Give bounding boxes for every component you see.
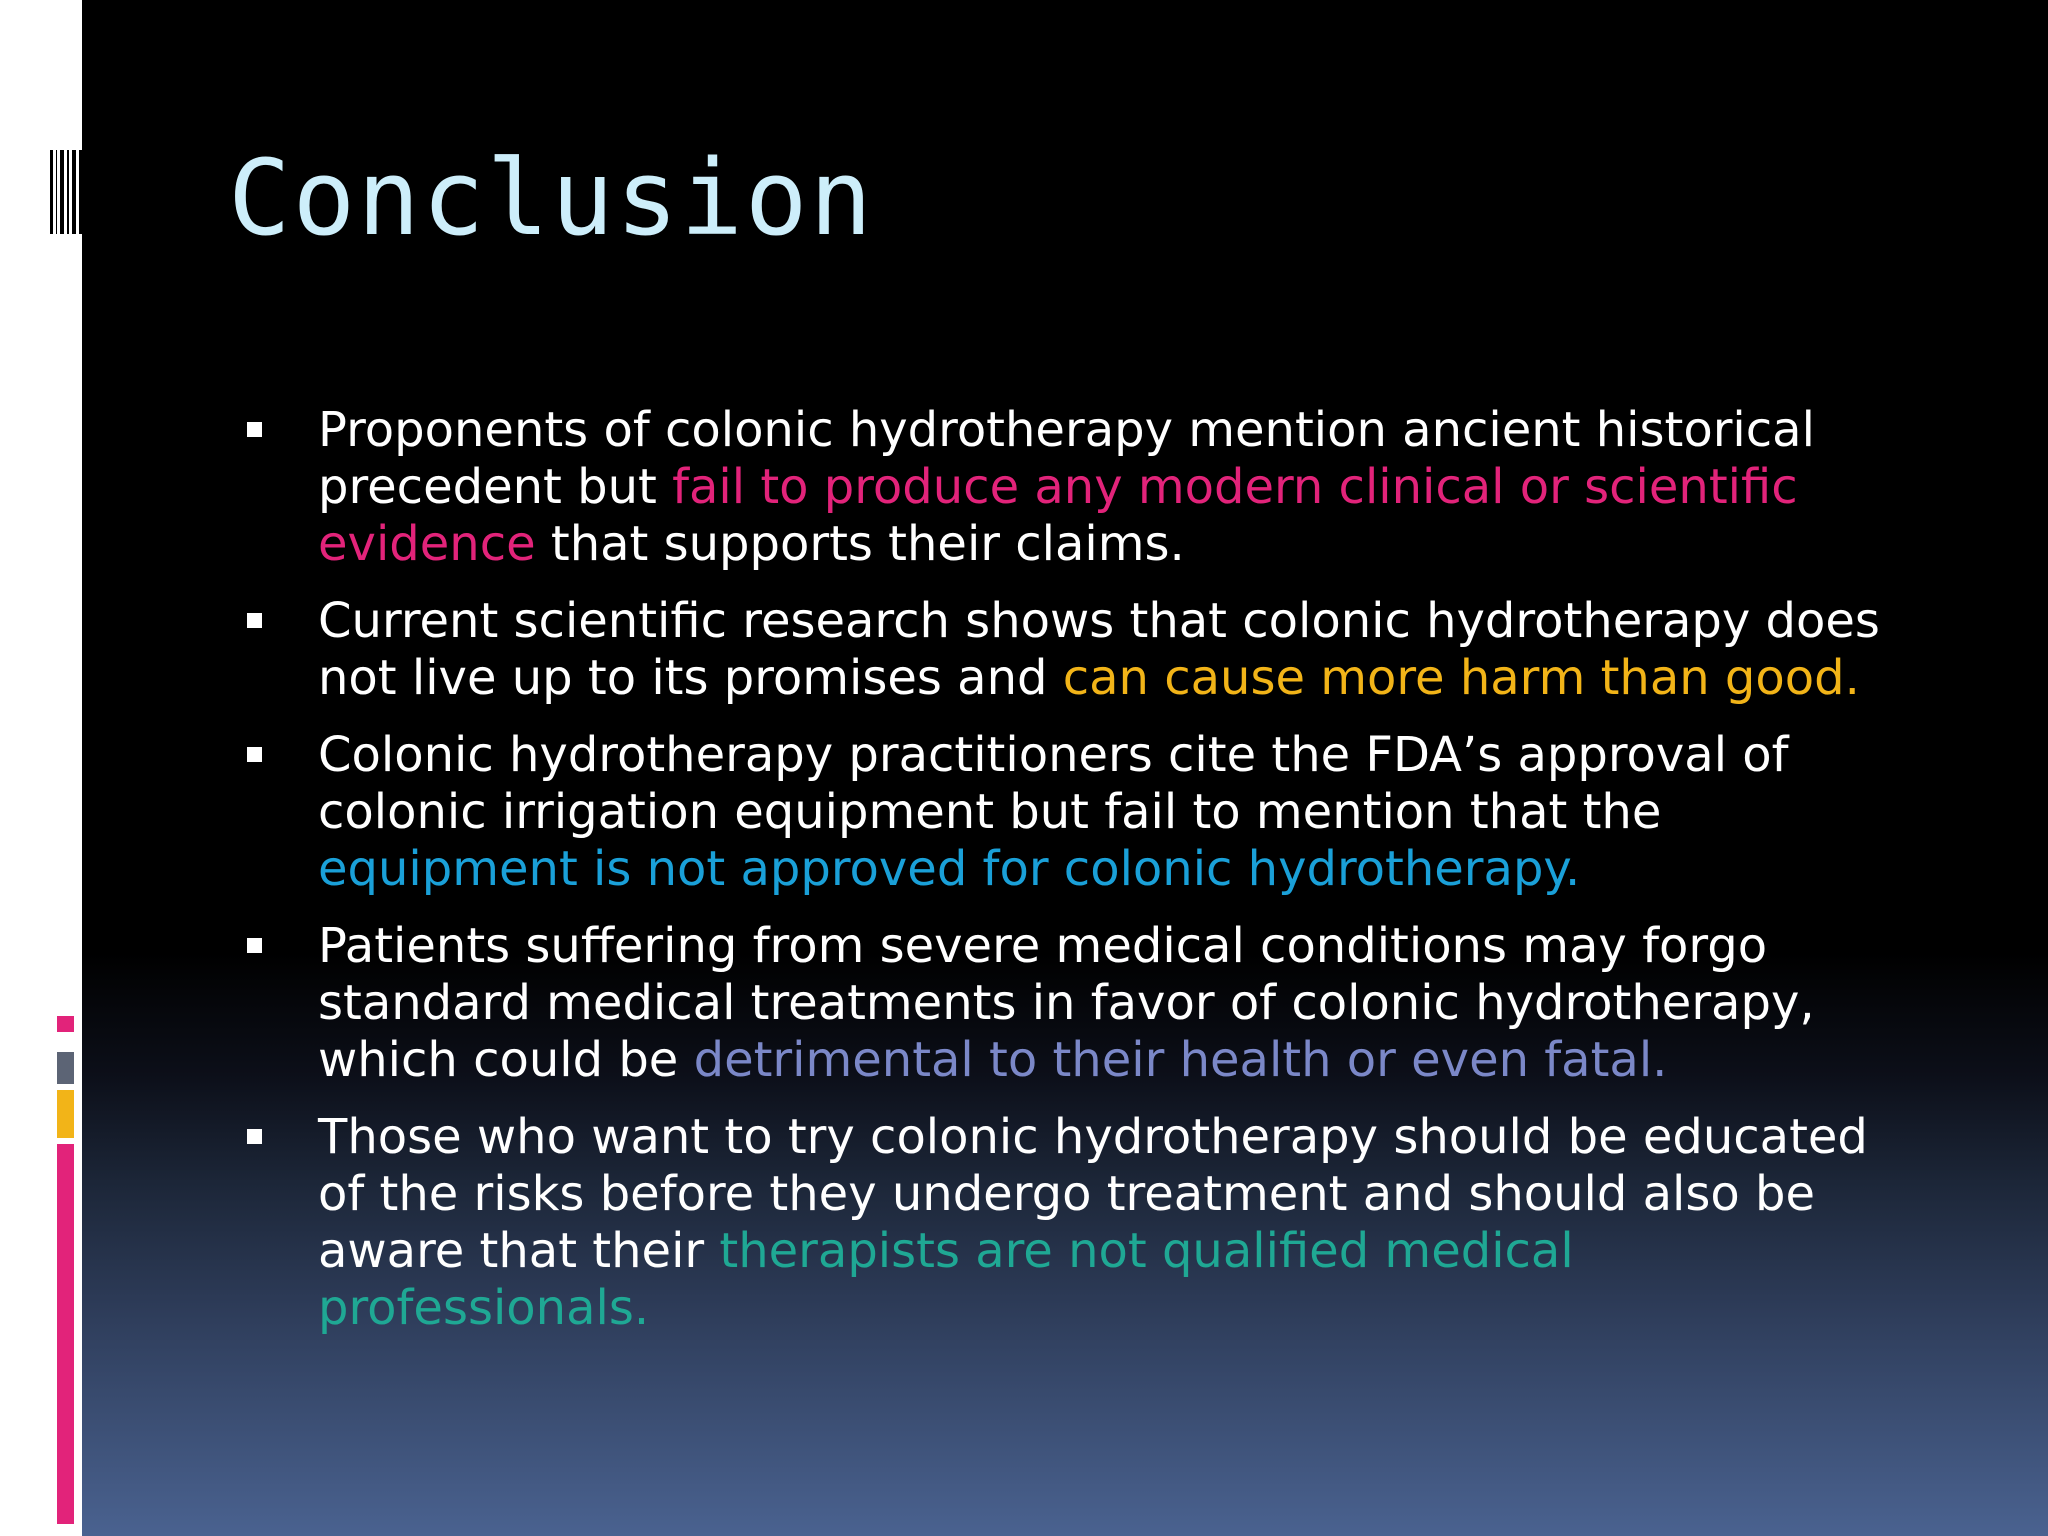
bullet-list: [240, 402, 1920, 1357]
bullet-text: Patients suffering from severe medical conditions may forgo standard medical treatments in favor of colonic hydrotherapy, which could be: [318, 918, 1815, 1088]
bullet-highlight: equipment is not approved for colonic hydrotherapy.: [318, 841, 1581, 897]
bullet-highlight: detrimental to their health or even fatal.: [693, 1032, 1668, 1088]
bullet-item: [240, 402, 1920, 573]
edge-stripe-decoration: [50, 150, 82, 234]
accent-bar-pink-top: [57, 1016, 74, 1032]
bullet-text-end: that supports their claims.: [535, 516, 1185, 572]
slide-title: Conclusion: [228, 137, 875, 259]
square-bullet-icon: [247, 613, 262, 628]
accent-bar-pink: [57, 1144, 74, 1524]
square-bullet-icon: [247, 1129, 262, 1144]
bullet-item: [240, 593, 1920, 707]
accent-bar-decoration: [57, 1016, 74, 1524]
bullet-text: Current scientific research shows that colonic hydrotherapy does not live up to its promises and: [318, 593, 1880, 706]
square-bullet-icon: [247, 422, 262, 437]
bullet-text: Colonic hydrotherapy practitioners cite the FDA’s approval of colonic irrigation equipment but fail to mention that the: [318, 727, 1789, 840]
square-bullet-icon: [247, 747, 262, 762]
bullet-item: [240, 918, 1920, 1089]
accent-bar-gray: [57, 1052, 74, 1084]
accent-bar-gold: [57, 1090, 74, 1138]
bullet-highlight: fail to produce any modern clinical or scientific evidence: [318, 459, 1798, 572]
bullet-text: Those who want to try colonic hydrotherapy should be educated of the risks before they undergo treatment and should also be aware that their: [318, 1109, 1868, 1279]
bullet-item: [240, 727, 1920, 898]
bullet-item: [240, 1109, 1920, 1337]
bullet-text: Proponents of colonic hydrotherapy mention ancient historical precedent but: [318, 402, 1815, 515]
bullet-highlight: therapists are not qualified medical professionals.: [318, 1223, 1574, 1336]
bullet-highlight: can cause more harm than good.: [1062, 650, 1860, 706]
square-bullet-icon: [247, 938, 262, 953]
